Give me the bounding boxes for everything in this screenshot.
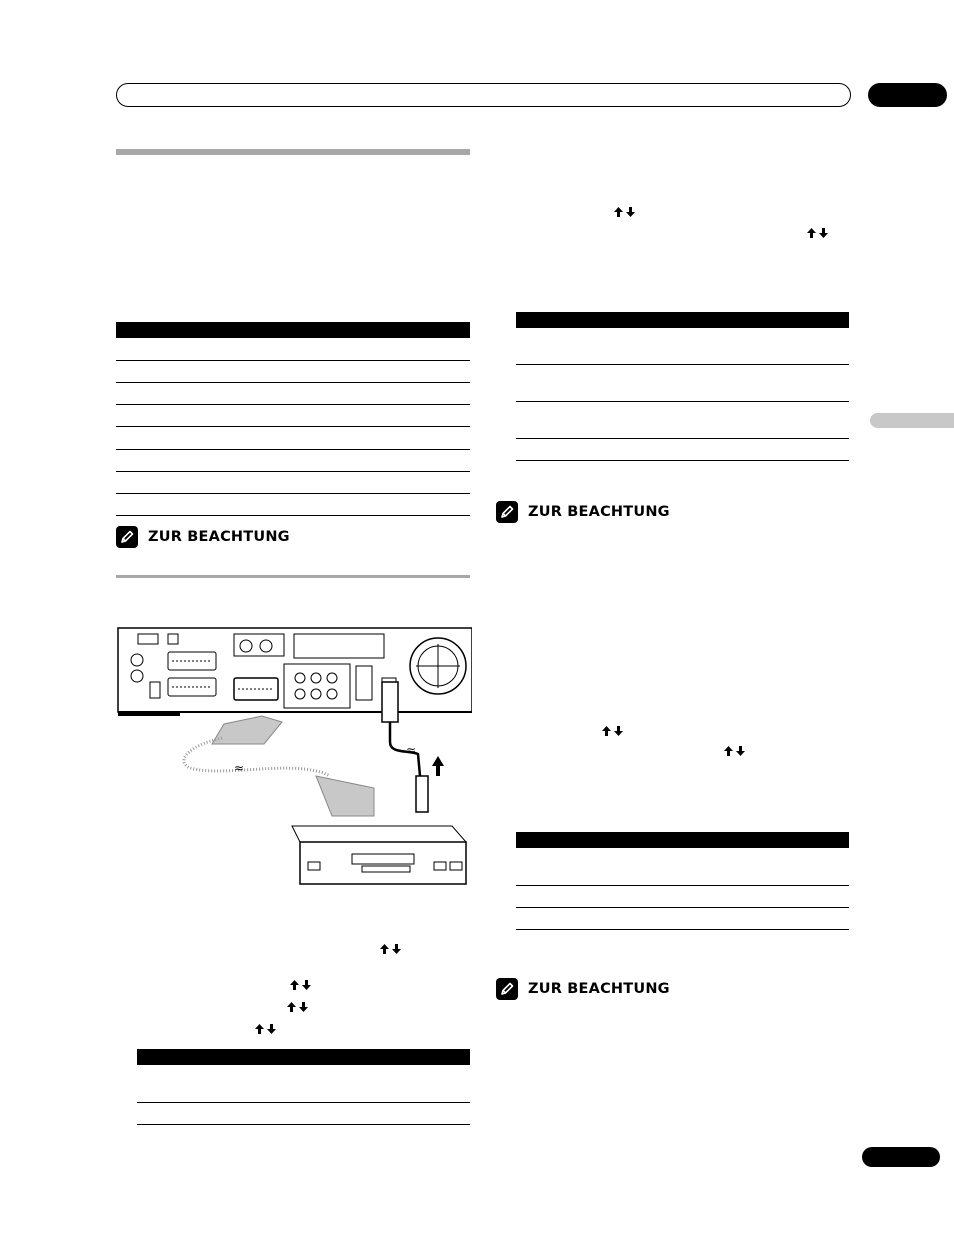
- svg-text:≈: ≈: [234, 761, 245, 775]
- table-row-line: [137, 1102, 470, 1103]
- table-row-line: [116, 382, 470, 383]
- table-row-line: [116, 493, 470, 494]
- up-down-arrow-icon: [287, 1002, 308, 1012]
- pencil-note-icon: [496, 501, 518, 523]
- table-header: [137, 1049, 470, 1065]
- up-down-arrow-icon: [380, 944, 401, 954]
- section-rule-mid-left: [116, 575, 470, 578]
- table-row-line: [516, 438, 849, 439]
- connection-diagram: [116, 626, 472, 890]
- note-title: ZUR BEACHTUNG: [148, 529, 290, 545]
- table-row-line: [516, 907, 849, 908]
- up-down-arrow-icon: [724, 746, 745, 756]
- table-row-line: [116, 471, 470, 472]
- note-block: [496, 501, 670, 523]
- chapter-badge: [868, 83, 947, 107]
- table-header: [516, 312, 849, 328]
- note-title: ZUR BEACHTUNG: [528, 504, 670, 520]
- note-title: ZUR BEACHTUNG: [528, 981, 670, 997]
- up-down-arrow-icon: [602, 726, 623, 736]
- table-header: [116, 322, 470, 338]
- up-down-arrow-icon: [614, 207, 635, 217]
- pencil-note-icon: [116, 526, 138, 548]
- side-chapter-tab: [870, 413, 954, 428]
- header-bar: [116, 83, 851, 107]
- note-block: [496, 978, 670, 1000]
- page-number-badge: [862, 1147, 940, 1167]
- table-header: [516, 832, 849, 848]
- section-rule-top-left: [116, 149, 470, 155]
- table-row-line: [516, 401, 849, 402]
- svg-text:≈: ≈: [406, 743, 417, 757]
- table-row-line: [116, 449, 470, 450]
- table-row-line: [116, 515, 470, 516]
- table-row-line: [116, 360, 470, 361]
- table-row-line: [516, 929, 849, 930]
- table-row-line: [516, 364, 849, 365]
- table-row-line: [516, 460, 849, 461]
- table-row-line: [116, 426, 470, 427]
- up-down-arrow-icon: [807, 228, 828, 238]
- up-down-arrow-icon: [290, 980, 311, 990]
- note-block: [116, 526, 290, 548]
- pencil-note-icon: [496, 978, 518, 1000]
- up-down-arrow-icon: [255, 1024, 276, 1034]
- table-row-line: [137, 1124, 470, 1125]
- table-row-line: [116, 404, 470, 405]
- table-row-line: [516, 885, 849, 886]
